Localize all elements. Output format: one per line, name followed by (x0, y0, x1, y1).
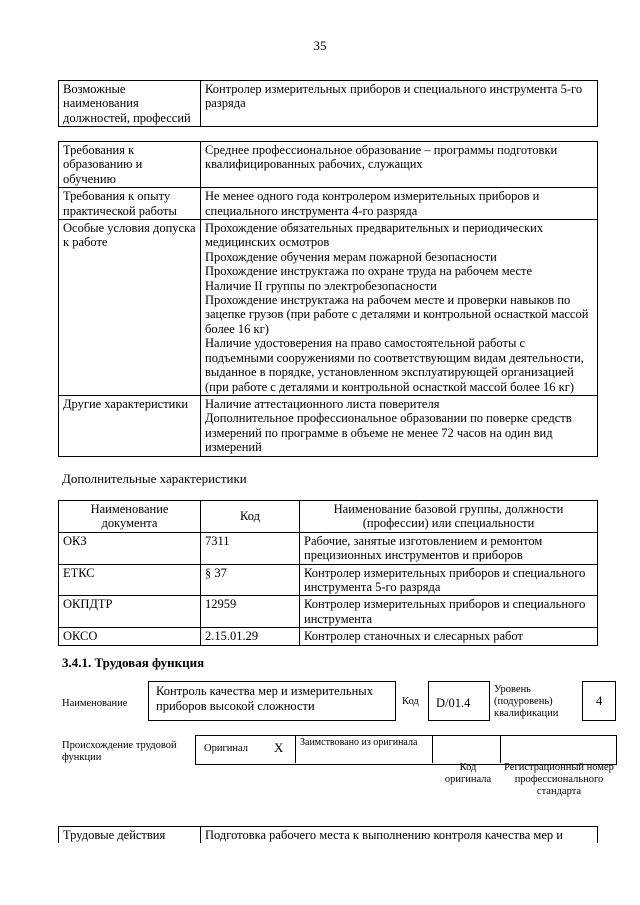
req-other-line: Наличие аттестационного листа поверителя (205, 396, 440, 411)
row-code: 12959 (201, 596, 300, 628)
req-education-value (201, 142, 598, 188)
header-code: Код (201, 501, 300, 533)
names-label: Возможные наименования должностей, профессий (59, 81, 201, 127)
code-value: D/01.4 (436, 696, 471, 710)
row-group: Рабочие, занятые изготовлением и ремонтом прецизионных инструментов и приборов (300, 532, 598, 564)
additional-table (58, 500, 598, 646)
req-other-value (201, 395, 598, 456)
row-document: ЕТКС (59, 564, 201, 596)
row-document: ОКПДТР (59, 596, 201, 628)
borrowed-label: Заимствовано из оригинала (300, 737, 418, 748)
names-value: Контролер измерительных приборов и специального инструмента 5-го разряда (201, 81, 598, 127)
origin-label: Происхождение трудовой функции (62, 740, 177, 763)
original-mark: X (274, 740, 284, 755)
reg-caption: Регистрационный номер профессионального стандарта (504, 762, 614, 797)
table-row (59, 628, 598, 645)
req-conditions-line: Прохождение обучения мерам пожарной безопасности (205, 249, 497, 264)
req-conditions-label: Особые условия допуска к работе (59, 220, 201, 396)
req-experience-line: Не менее одного года контролером измерительных приборов и специального инструмента 4-го разряда (205, 189, 540, 218)
actions-table (58, 826, 598, 843)
row-code: § 37 (201, 564, 300, 596)
function-name-value: Контроль качества мер и измерительных приборов высокой сложности (156, 684, 373, 713)
req-conditions-line: Прохождение инструктажа на рабочем месте и проверки навыков по зацепке грузов (при работе с деталями и контрольной оснасткой массой более 16 кг) (205, 293, 589, 336)
row-group: Контролер измерительных приборов и специального инструмента (300, 596, 598, 628)
level-label: Уровень (подуровень) квалификации (494, 684, 559, 719)
header-group: Наименование базовой группы, должности (профессии) или специальности (300, 501, 598, 533)
original-label: Оригинал (204, 743, 248, 754)
req-experience-value (201, 188, 598, 220)
origin-divider (432, 735, 433, 763)
level-value: 4 (596, 694, 603, 708)
actions-first-line: Подготовка рабочего места к выполнению контроля качества мер и (201, 827, 598, 844)
row-group: Контролер станочных и слесарных работ (300, 628, 598, 645)
origin-divider (295, 735, 296, 763)
req-conditions-value (201, 220, 598, 396)
function-name-label: Наименование (62, 698, 128, 709)
row-code: 2.15.01.29 (201, 628, 300, 645)
table-row (59, 532, 598, 564)
table-row (59, 564, 598, 596)
code-label: Код (402, 696, 419, 707)
req-conditions-line: Прохождение обязательных предварительных и периодических медицинских осмотров (205, 221, 544, 250)
req-other-label: Другие характеристики (59, 395, 201, 456)
req-education-label: Требования к образованию и обучению (59, 142, 201, 188)
header-document: Наименование документа (59, 501, 201, 533)
req-other-line: Дополнительное профессиональное образовании по поверке средств измерений по программе в объеме не менее 72 часов на один вид измерений (205, 411, 572, 455)
req-experience-label: Требования к опыту практической работы (59, 188, 201, 220)
req-conditions-line: Наличие удостоверения на право самостоятельной работы с подъемными сооружениями по соответствующим видам деятельности, выданное в порядке, установленном эксплуатирующей организацией (при работе с деталями и контрольной оснасткой массой более 16 кг) (205, 336, 584, 394)
page-number: 35 (313, 38, 327, 53)
row-document: ОКСО (59, 628, 201, 645)
row-document: ОКЗ (59, 532, 201, 564)
requirements-table (58, 141, 598, 457)
origin-divider (500, 735, 501, 763)
row-code: 7311 (201, 532, 300, 564)
row-group: Контролер измерительных приборов и специального инструмента 5-го разряда (300, 564, 598, 596)
section-title: 3.4.1. Трудовая функция (62, 655, 205, 670)
table-row (59, 596, 598, 628)
req-education-line: Среднее профессиональное образование – программы подготовки квалифицированных рабочих, служащих (205, 143, 558, 172)
names-table (58, 80, 598, 127)
actions-label: Трудовые действия (59, 827, 201, 844)
req-conditions-line: Прохождение инструктажа по охране труда на рабочем месте (205, 264, 533, 279)
req-conditions-line: Наличие II группы по электробезопасности (205, 278, 437, 293)
additional-title: Дополнительные характеристики (62, 471, 247, 486)
code-caption: Код оригинала (444, 762, 492, 785)
